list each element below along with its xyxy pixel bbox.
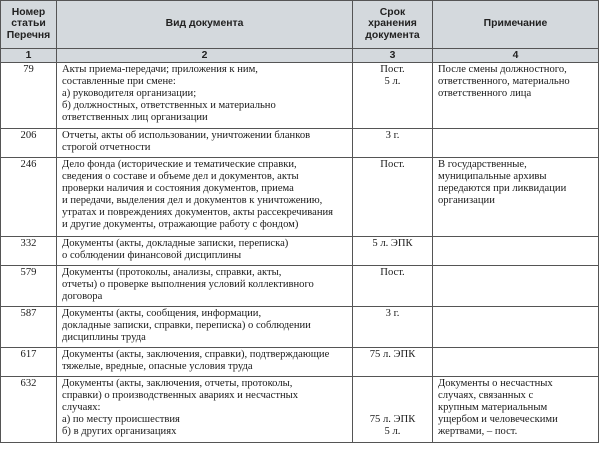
article-number: 632 [1,377,57,443]
document-type: Документы (акты, сообщения, информации, докладные записки, справки, переписка) о соблюдении дисциплины труда [57,307,353,348]
retention-period: 75 л. ЭПК [353,348,433,377]
column-number-row [1,49,599,63]
header-row [1,1,599,49]
table-row [1,266,599,307]
table-row [1,158,599,237]
article-number: 79 [1,63,57,129]
note: Документы о несчастных случаях, связанных с крупным материальным ущербом и человеческими жертвами, – пост. [433,377,599,443]
table-row [1,129,599,158]
column-number-2: 2 [57,49,353,63]
retention-period: Пост. [353,158,433,237]
document-type: Документы (акты, заключения, отчеты, протоколы, справки) о производственных авариях и несчастных случаях: а) по месту происшествия б) в других организациях [57,377,353,443]
retention-period: 3 г. [353,307,433,348]
column-number-4: 4 [433,49,599,63]
table-row [1,307,599,348]
article-number: 246 [1,158,57,237]
note: После смены должностного, ответственного, материально ответственного лица [433,63,599,129]
document-type: Документы (акты, докладные записки, переписка) о соблюдении финансовой дисциплины [57,237,353,266]
document-type: Дело фонда (исторические и тематические справки, сведения о составе и объеме дел и документов, акты проверки наличия и состояния документов, приема и передачи, выделения дел и документов к уничтожению, утратах и повреждениях документов, акты рассекречивания и другие документы, отражающие работу с фондом) [57,158,353,237]
retention-period: 5 л. ЭПК [353,237,433,266]
article-number: 579 [1,266,57,307]
retention-period: Пост. [353,266,433,307]
table-row [1,348,599,377]
table-row [1,237,599,266]
header-doc-type: Вид документа [57,1,353,49]
header-period: Срок хранения документа [353,1,433,49]
note [433,237,599,266]
note [433,266,599,307]
document-type: Документы (акты, заключения, справки), подтверждающие тяжелые, вредные, опасные условия труда [57,348,353,377]
article-number: 617 [1,348,57,377]
note [433,348,599,377]
article-number: 587 [1,307,57,348]
table-row [1,377,599,443]
article-number: 332 [1,237,57,266]
retention-period: 3 г. [353,129,433,158]
table-row [1,63,599,129]
document-type: Акты приема-передачи; приложения к ним, составленные при смене: а) руководителя организации; б) должностных, ответственных и материально ответственных лиц организации [57,63,353,129]
note: В государственные, муниципальные архивы передаются при ликвидации организации [433,158,599,237]
article-number: 206 [1,129,57,158]
document-type: Отчеты, акты об использовании, уничтожении бланков строгой отчетности [57,129,353,158]
note [433,307,599,348]
note [433,129,599,158]
column-number-3: 3 [353,49,433,63]
retention-period: 75 л. ЭПК 5 л. [353,377,433,443]
header-number: Номер статьи Перечня [1,1,57,49]
column-number-1: 1 [1,49,57,63]
header-note: Примечание [433,1,599,49]
document-type: Документы (протоколы, анализы, справки, акты, отчеты) о проверке выполнения условий коллективного договора [57,266,353,307]
retention-period: Пост. 5 л. [353,63,433,129]
